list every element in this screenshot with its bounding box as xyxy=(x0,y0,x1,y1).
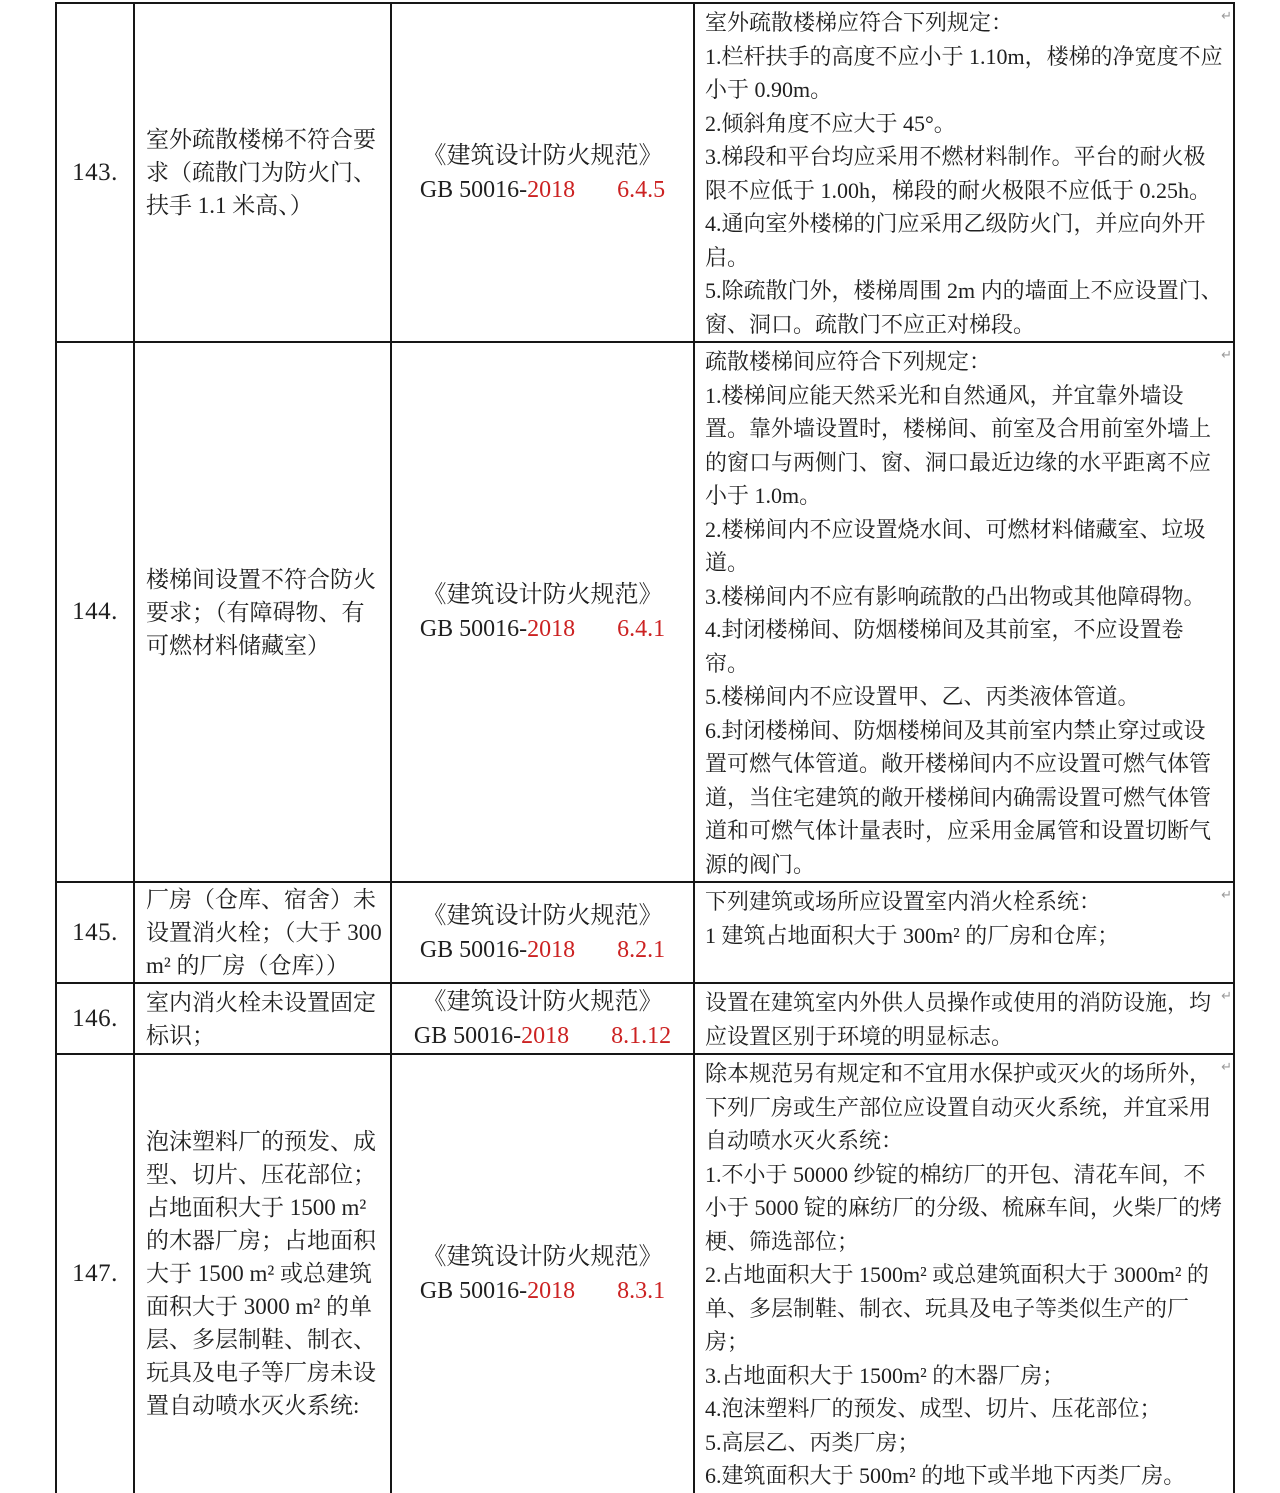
issue-cell xyxy=(134,342,391,882)
requirement-paragraph: 3.楼梯间内不应有影响疏散的凸出物或其他障碍物。 xyxy=(705,583,1206,609)
requirement-paragraph: 5.除疏散门外，楼梯周围 2m 内的墙面上不应设置门、窗、洞口。疏散门不应正对梯段。 xyxy=(705,278,1223,337)
issue-cell xyxy=(134,983,391,1054)
table-row xyxy=(56,882,1234,983)
regulation-code-line xyxy=(396,173,689,207)
requirement-paragraph: 2.楼梯间内不应设置烧水间、可燃材料储藏室、垃圾道。 xyxy=(705,516,1206,575)
regulation-title: 《建筑设计防火规范》 xyxy=(422,1243,663,1270)
regulation-code: GB 50016- xyxy=(413,1022,522,1049)
requirement-paragraph: 4.通向室外楼梯的门应采用乙级防火门，并应向外开启。 xyxy=(705,211,1206,270)
requirements-cell xyxy=(694,983,1234,1054)
requirement-paragraph: 2.占地面积大于 1500m² 或总建筑面积大于 3000m² 的单、多层制鞋、制衣、玩具及电子等类似生产的厂房； xyxy=(705,1262,1209,1354)
requirement-paragraph: 下列建筑或场所应设置室内消火栓系统： xyxy=(705,889,1102,914)
requirements-cell xyxy=(694,342,1234,882)
regulation-cell xyxy=(391,983,694,1054)
row-number: 147. xyxy=(56,1054,134,1493)
requirement-paragraph: 3.梯段和平台均应采用不燃材料制作。平台的耐火极限不应低于 1.00h，梯段的耐火极限不应低于 0.25h。 xyxy=(705,144,1212,203)
regulation-cell xyxy=(391,1054,694,1493)
regulation-year: 2018 xyxy=(527,936,576,963)
regulation-section: 6.4.5 xyxy=(617,176,666,203)
requirement-paragraph: 4.封闭楼梯间、防烟楼梯间及其前室，不应设置卷帘。 xyxy=(705,617,1184,676)
regulation-code: GB 50016- xyxy=(419,1277,528,1304)
line-break-mark-icon: ↵ xyxy=(1221,887,1232,902)
requirement-paragraph: 除本规范另有规定和不宜用水保护或灭火的场所外，下列厂房或生产部位应设置自动灭火系统，并宜采用自动喷水灭火系统： xyxy=(705,1061,1212,1153)
regulation-year: 2018 xyxy=(527,1277,576,1304)
regulation-table xyxy=(55,2,1235,1493)
regulation-section: 8.2.1 xyxy=(617,936,666,963)
issue-text: 室内消火栓未设置固定标识； xyxy=(146,989,376,1048)
requirement-paragraph: 1.楼梯间应能天然采光和自然通风，并宜靠外墙设置。靠外墙设置时，楼梯间、前室及合用前室外墙上的窗口与两侧门、窗、洞口最近边缘的水平距离不应小于 1.0m。 xyxy=(705,382,1212,508)
issue-text: 楼梯间设置不符合防火要求；（有障碍物、有可燃材料储藏室） xyxy=(146,566,376,658)
line-break-mark-icon: ↵ xyxy=(1221,1059,1232,1074)
row-number: 144. xyxy=(56,342,134,882)
issue-cell xyxy=(134,1054,391,1493)
row-number: 143. xyxy=(56,3,134,342)
regulation-code: GB 50016- xyxy=(419,936,528,963)
requirement-paragraph: 1.栏杆扶手的高度不应小于 1.10m，楼梯的净宽度不应小于 0.90m。 xyxy=(705,43,1223,102)
regulation-title: 《建筑设计防火规范》 xyxy=(422,988,663,1015)
requirement-paragraph: 6.封闭楼梯间、防烟楼梯间及其前室内禁止穿过或设置可燃气体管道。敞开楼梯间内不应设置可燃气体管道，当住宅建筑的敞开楼梯间内确需设置可燃气体管道和可燃气体计量表时，应采用金属管和设置切断气源的阀门。 xyxy=(705,717,1212,877)
row-number: 146. xyxy=(56,983,134,1054)
regulation-cell xyxy=(391,3,694,342)
table-row xyxy=(56,983,1234,1054)
requirement-paragraph: 4.泡沫塑料厂的预发、成型、切片、压花部位； xyxy=(705,1396,1162,1421)
requirement-paragraph: 2.倾斜角度不应大于 45°。 xyxy=(705,110,956,136)
regulation-code-line xyxy=(396,933,689,967)
regulation-title: 《建筑设计防火规范》 xyxy=(422,142,663,169)
regulation-cell xyxy=(391,342,694,882)
row-number: 145. xyxy=(56,882,134,983)
regulation-year: 2018 xyxy=(521,1022,570,1049)
requirements-cell xyxy=(694,3,1234,342)
table-row xyxy=(56,342,1234,882)
regulation-cell xyxy=(391,882,694,983)
requirement-paragraph: 1.不小于 50000 纱锭的棉纺厂的开包、清花车间，不小于 5000 锭的麻纺厂的分级、梳麻车间，火柴厂的烤梗、筛选部位； xyxy=(705,1161,1223,1254)
issue-text: 厂房（仓库、宿舍）未设置消火栓；（大于 300 m² 的厂房（仓库）） xyxy=(146,887,382,978)
requirements-cell xyxy=(694,1054,1234,1493)
requirement-paragraph: 5.高层乙、丙类厂房； xyxy=(705,1429,920,1455)
requirement-paragraph: 疏散楼梯间应符合下列规定： xyxy=(705,349,992,374)
requirement-paragraph: 5.楼梯间内不应设置甲、乙、丙类液体管道。 xyxy=(705,684,1140,709)
issue-text: 室外疏散楼梯不符合要求（疏散门为防火门、扶手 1.1 米高、） xyxy=(146,127,376,218)
regulation-code-line xyxy=(396,1019,689,1053)
regulation-code-line xyxy=(396,612,689,646)
requirement-paragraph: 室外疏散楼梯应符合下列规定： xyxy=(705,10,1014,35)
table-row xyxy=(56,3,1234,342)
regulation-title: 《建筑设计防火规范》 xyxy=(422,902,663,929)
requirement-paragraph: 3.占地面积大于 1500m² 的木器厂房； xyxy=(705,1362,1065,1388)
regulation-section: 8.3.1 xyxy=(617,1277,666,1304)
line-break-mark-icon: ↵ xyxy=(1221,988,1232,1003)
regulation-code: GB 50016- xyxy=(419,176,528,203)
regulation-code-line xyxy=(396,1274,689,1308)
table-row xyxy=(56,1054,1234,1493)
issue-text: 泡沫塑料厂的预发、成型、切片、压花部位；占地面积大于 1500 m² 的木器厂房；占地面积大于 1500 m² 或总建筑面积大于 3000 m² 的单层、多层制鞋、制衣、玩具及电子等厂房未设置自动喷水灭火系统: xyxy=(146,1129,376,1419)
regulation-title: 《建筑设计防火规范》 xyxy=(422,582,663,608)
line-break-mark-icon: ↵ xyxy=(1221,347,1232,362)
requirement-paragraph: 6.建筑面积大于 500m² 的地下或半地下丙类厂房。 xyxy=(705,1463,1186,1488)
regulation-section: 8.1.12 xyxy=(611,1022,672,1049)
regulation-year: 2018 xyxy=(527,616,576,642)
regulation-year: 2018 xyxy=(527,176,576,203)
line-break-mark-icon: ↵ xyxy=(1221,8,1232,23)
requirements-cell xyxy=(694,882,1234,983)
issue-cell xyxy=(134,882,391,983)
regulation-section: 6.4.1 xyxy=(617,616,666,642)
requirement-paragraph: 1 建筑占地面积大于 300m² 的厂房和仓库； xyxy=(705,922,1120,948)
requirement-paragraph: 设置在建筑室内外供人员操作或使用的消防设施，均应设置区别于环境的明显标志。 xyxy=(705,990,1212,1049)
issue-cell xyxy=(134,3,391,342)
regulation-code: GB 50016- xyxy=(419,616,528,642)
